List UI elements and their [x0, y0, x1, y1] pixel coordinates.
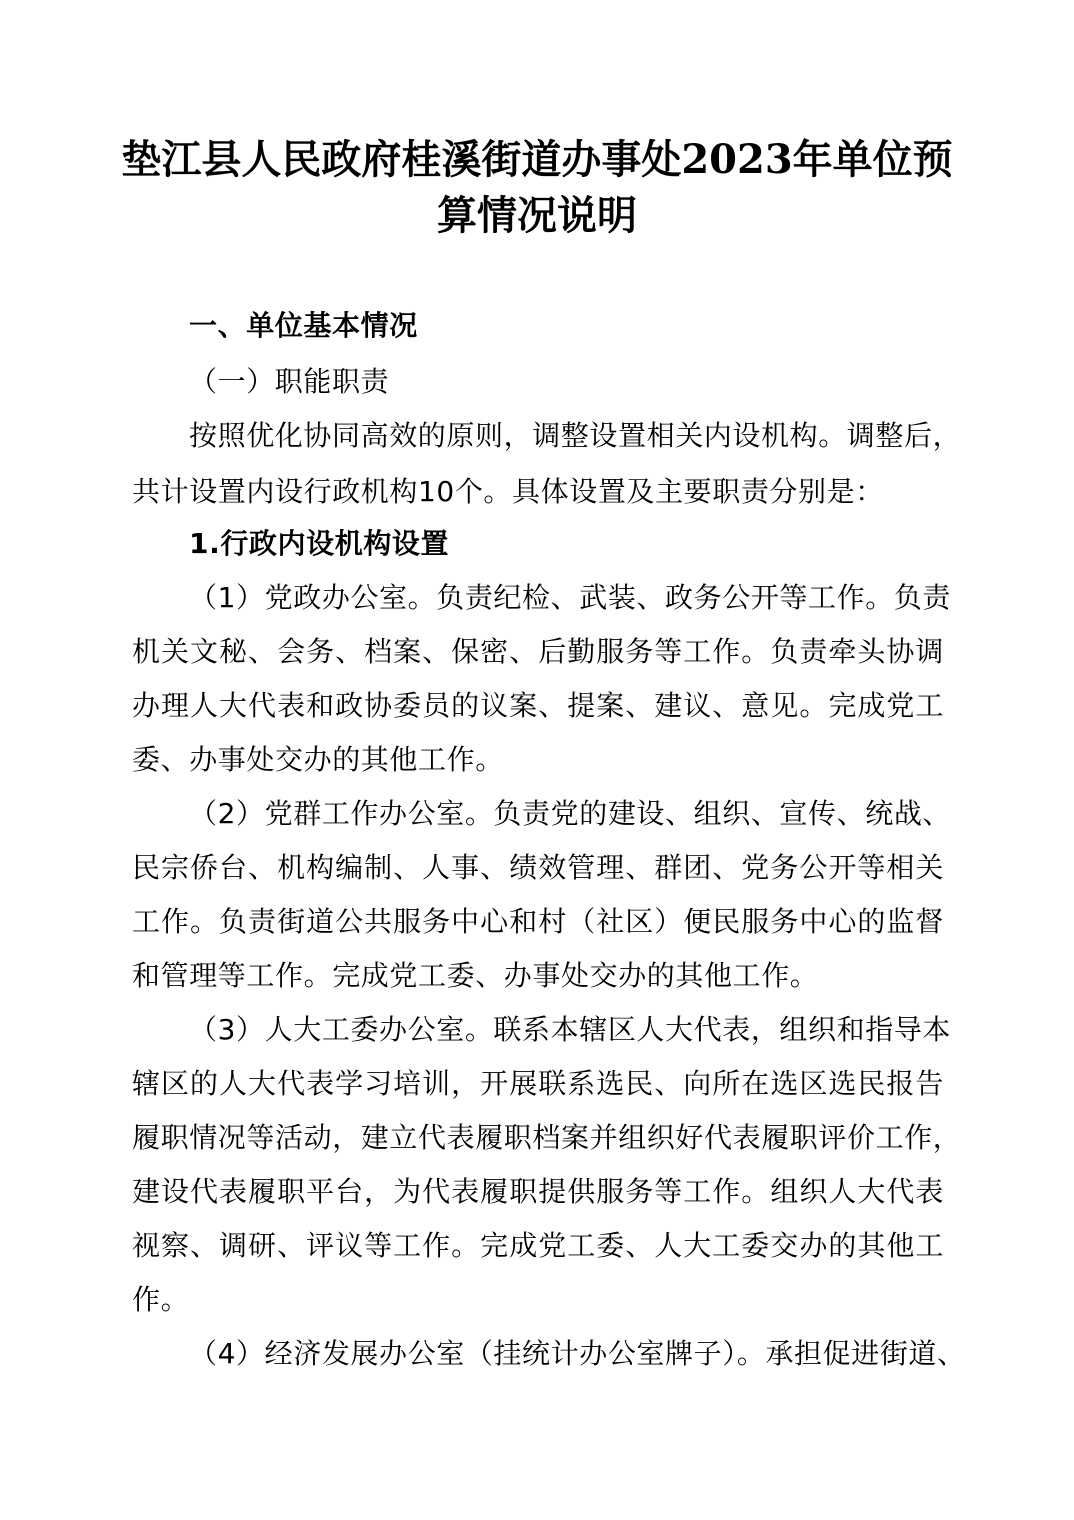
paragraph-line: 委、办事处交办的其他工作。: [132, 743, 504, 776]
paragraph-line: （2）党群工作办公室。负责党的建设、组织、宣传、统战、: [189, 797, 952, 830]
paragraph-line: 作。: [132, 1283, 190, 1316]
paragraph-line: （1）党政办公室。负责纪检、武装、政务公开等工作。负责: [189, 581, 952, 614]
paragraph-line: 建设代表履职平台，为代表履职提供服务等工作。组织人大代表: [132, 1175, 944, 1208]
paragraph-line: 工作。负责街道公共服务中心和村（社区）便民服务中心的监督: [132, 905, 944, 938]
section-heading: 一、单位基本情况: [189, 309, 418, 342]
document-title-line-2: 算情况说明: [437, 192, 637, 239]
paragraph-line: 共计设置内设行政机构10个。具体设置及主要职责分别是：: [132, 475, 884, 508]
paragraph-line: 办理人大代表和政协委员的议案、提案、建议、意见。完成党工: [132, 689, 944, 722]
paragraph-line: 和管理等工作。完成党工委、办事处交办的其他工作。: [132, 959, 819, 992]
paragraph-line: 机关文秘、会务、档案、保密、后勤服务等工作。负责牵头协调: [132, 635, 944, 668]
document-title-line-1: 垫江县人民政府桂溪街道办事处2023年单位预: [121, 136, 953, 183]
paragraph-line: 民宗侨台、机构编制、人事、绩效管理、群团、党务公开等相关: [132, 851, 944, 884]
paragraph-line: 视察、调研、评议等工作。完成党工委、人大工委交办的其他工: [132, 1229, 944, 1262]
subsection-heading: （一）职能职责: [189, 365, 390, 398]
paragraph-line: 履职情况等活动，建立代表履职档案并组织好代表履职评价工作，: [132, 1121, 962, 1154]
paragraph-line: 按照优化协同高效的原则，调整设置相关内设机构。调整后，: [189, 419, 962, 452]
item-heading: 1.行政内设机构设置: [189, 527, 450, 560]
paragraph-line: （3）人大工委办公室。联系本辖区人大代表，组织和指导本: [189, 1013, 952, 1046]
paragraph-line: 辖区的人大代表学习培训，开展联系选民、向所在选区选民报告: [132, 1067, 944, 1100]
paragraph-line: （4）经济发展办公室（挂统计办公室牌子）。承担促进街道、: [189, 1337, 966, 1370]
